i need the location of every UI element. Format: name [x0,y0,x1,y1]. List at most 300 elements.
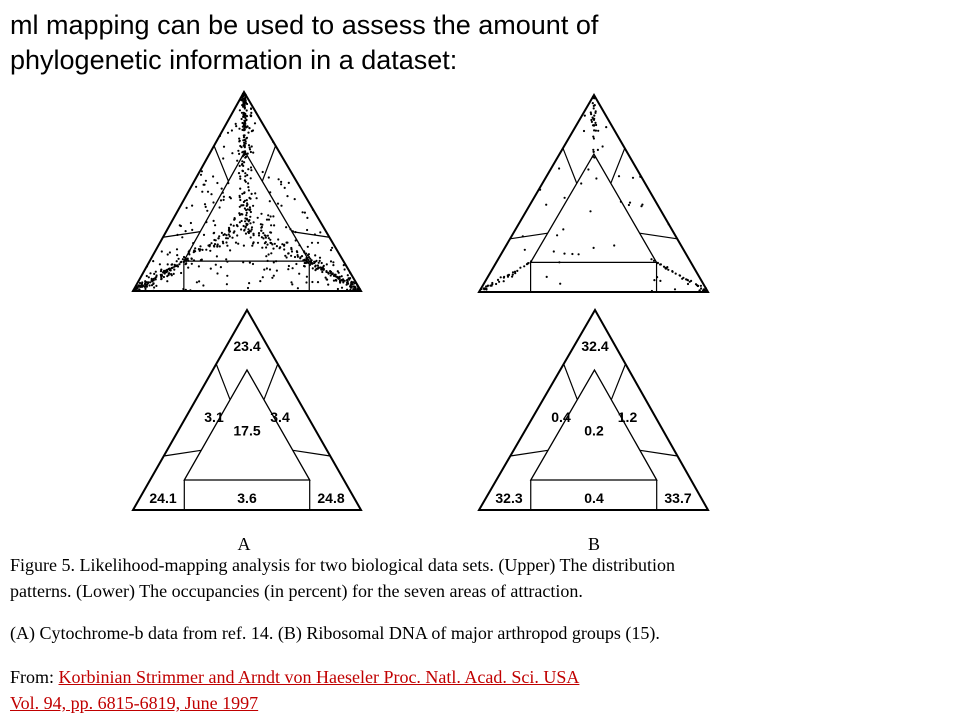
scatter-point [304,212,306,214]
scatter-point [326,263,328,265]
region-border [293,450,330,456]
scatter-point [215,264,217,266]
scatter-point [342,281,344,283]
scatter-point [237,243,239,245]
scatter-point [511,276,513,278]
scatter-point [327,272,329,274]
scatter-point [590,119,592,121]
scatter-point [252,152,254,154]
scatter-point [239,165,241,167]
scatter-point [244,104,246,106]
scatter-point [682,277,684,279]
scatter-point [651,290,653,292]
scatter-point [252,205,254,207]
region-border [640,233,678,239]
scatter-point [295,263,297,265]
scatter-point [578,253,580,255]
scatter-point [276,270,278,272]
source-link-volume[interactable]: Vol. 94, pp. 6815-6819, June 1997 [10,693,259,713]
scatter-point [238,153,240,155]
scatter-point [286,242,288,244]
scatter-point [242,165,244,167]
scatter-point [269,239,271,241]
scatter-point [161,250,163,252]
scatter-point [250,177,252,179]
scatter-point [235,125,237,127]
scatter-point [168,268,170,270]
scatter-point [595,110,597,112]
scatter-point [239,188,241,190]
scatter-point [274,243,276,245]
scatter-point [236,160,238,162]
scatter-point [212,175,214,177]
scatter-point [206,210,208,212]
scatter-point [226,283,228,285]
scatter-point [593,247,595,249]
scatter-point [484,288,486,290]
scatter-point [330,271,332,273]
scatter-point [257,217,259,219]
scatter-point [246,199,248,201]
scatter-point [226,245,228,247]
scatter-point [530,260,532,262]
scatter-point [239,214,241,216]
value-bottom-right: 24.8 [317,490,345,506]
scatter-point [491,283,493,285]
scatter-point [247,168,249,170]
scatter-point [155,285,157,287]
scatter-point [303,250,305,252]
scatter-point [564,197,566,199]
scatter-point [277,203,279,205]
scatter-point [273,261,275,263]
region-border [611,148,625,183]
scatter-point [243,120,245,122]
scatter-point [306,229,308,231]
scatter-point [241,95,243,97]
scatter-point [217,243,219,245]
scatter-point [227,182,229,184]
scatter-point [243,127,245,129]
scatter-point [169,251,171,253]
scatter-point [167,253,169,255]
scatter-point [205,221,207,223]
scatter-point [558,261,560,263]
scatter-point [244,200,246,202]
scatter-point [613,244,615,246]
scatter-point [213,245,215,247]
value-right-side: 1.2 [617,409,638,425]
scatter-point [162,271,164,273]
scatter-point [348,279,350,281]
scatter-point [191,229,193,231]
scatter-point [261,236,263,238]
scatter-point [332,261,334,263]
scatter-point [243,225,245,227]
scatter-point [295,239,297,241]
value-bottom-right: 33.7 [664,490,692,506]
scatter-point [245,119,247,121]
region-border [214,146,228,182]
scatter-point [138,289,140,291]
scatter-point [590,113,592,115]
scatter-point [595,130,597,132]
scatter-point [270,242,272,244]
scatter-point [593,97,595,99]
scatter-point [228,229,230,231]
scatter-point [700,287,702,289]
scatter-point [159,263,161,265]
source-citation [10,664,579,716]
source-link-authors[interactable]: Korbinian Strimmer and Arndt von Haeseler Proc. Natl. Acad. Sci. USA [58,667,580,687]
scatter-point [656,276,658,278]
scatter-point [325,277,327,279]
scatter-point [248,219,250,221]
scatter-point [584,115,586,117]
scatter-point [307,246,309,248]
scatter-point [243,136,245,138]
scatter-point [151,280,153,282]
scatter-point [165,269,167,271]
scatter-point [312,267,314,269]
scatter-point [653,279,655,281]
scatter-point [198,265,200,267]
scatter-point [330,274,332,276]
scatter-point [238,172,240,174]
scatter-point [341,275,343,277]
scatter-point [317,264,319,266]
scatter-point [244,146,246,148]
scatter-point [225,237,227,239]
scatter-point [151,278,153,280]
region-border [292,232,330,238]
scatter-point [192,242,194,244]
scatter-point [185,230,187,232]
scatter-point [280,183,282,185]
scatter-point [231,152,233,154]
value-top: 32.4 [581,338,609,355]
scatter-point [592,149,594,151]
scatter-point [183,261,185,263]
scatter-point [155,271,157,273]
scatter-point [243,191,245,193]
scatter-point [284,187,286,189]
scatter-point [280,181,282,183]
scatter-point [562,228,564,230]
scatter-point [222,157,224,159]
scatter-point [305,257,307,259]
scatter-point [519,267,521,269]
scatter-point [241,170,243,172]
scatter-point [252,263,254,265]
scatter-point [265,255,267,257]
scatter-point [203,234,205,236]
scatter-point [292,267,294,269]
scatter-point [251,226,253,228]
scatter-point [283,245,285,247]
region-border [262,146,275,182]
scatter-point [178,258,180,260]
scatter-point [176,234,178,236]
scatter-point [251,245,253,247]
scatter-point [203,184,205,186]
scatter-point [241,118,243,120]
scatter-point [239,175,241,177]
scatter-point [246,212,248,214]
scatter-point [558,167,560,169]
scatter-point [659,263,661,265]
scatter-point [314,269,316,271]
scatter-point [265,241,267,243]
scatter-point [235,242,237,244]
scatter-point [238,128,240,130]
scatter-point [185,289,187,291]
scatter-point [593,119,595,121]
scatter-point [193,259,195,261]
scatter-point [653,260,655,262]
scatter-point [254,122,256,124]
scatter-point [354,287,356,289]
scatter-point [288,182,290,184]
scatter-point [503,277,505,279]
scatter-point [205,180,207,182]
scatter-point [251,193,253,195]
scatter-point [267,235,269,237]
scatter-point [250,115,252,117]
scatter-point [318,262,320,264]
scatter-point [294,198,296,200]
scatter-point [258,234,260,236]
scatter-point [226,290,228,292]
scatter-point [243,229,245,231]
scatter-point [166,280,168,282]
scatter-point [514,271,516,273]
scatter-point [235,123,237,125]
scatter-point [241,104,243,106]
scatter-point [594,122,596,124]
scatter-point [703,288,705,290]
scatter-point [201,191,203,193]
scatter-point [205,206,207,208]
scatter-point [639,176,641,178]
scatter-point [258,232,260,234]
scatter-point [563,253,565,255]
scatter-point [248,232,250,234]
scatter-point [305,281,307,283]
scatter-point [148,276,150,278]
scatter-point [516,270,518,272]
scatter-point [306,276,308,278]
scatter-triangle-a [132,92,361,292]
value-bottom-center: 0.4 [584,490,604,506]
scatter-point [486,285,488,287]
scatter-point [210,193,212,195]
scatter-point [248,144,250,146]
scatter-point [252,233,254,235]
scatter-point [335,280,337,282]
value-left-side: 0.4 [551,409,571,425]
scatter-point [545,204,547,206]
scatter-point [243,153,245,155]
scatter-point [512,274,514,276]
scatter-point [352,288,354,290]
scatter-point [297,287,299,289]
scatter-point [249,262,251,264]
scatter-point [311,259,313,261]
scatter-point [271,277,273,279]
scatter-point [288,265,290,267]
scatter-point [268,176,270,178]
caption-line-1: Figure 5. Likelihood-mapping analysis for two biological data sets. (Upper) The distribution [10,555,676,575]
scatter-point [250,151,252,153]
scatter-point [240,204,242,206]
scatter-point [153,273,155,275]
caption-line-2: patterns. (Lower) The occupancies (in percent) for the seven areas of attraction. [10,581,583,601]
scatter-point [629,202,631,204]
scatter-point [338,272,340,274]
scatter-point [344,268,346,270]
scatter-point [317,281,319,283]
scatter-point [207,191,209,193]
scatter-point [354,282,356,284]
scatter-point [267,260,269,262]
scatter-point [153,282,155,284]
scatter-point [270,252,272,254]
scatter-point [290,247,292,249]
scatter-point [595,177,597,179]
scatter-point [346,284,348,286]
scatter-point [326,279,328,281]
scatter-point [524,249,526,251]
scatter-point [238,138,240,140]
scatter-point [546,276,548,278]
scatter-point [219,245,221,247]
scatter-point [210,268,212,270]
scatter-point [182,258,184,260]
scatter-point [213,232,215,234]
scatter-point [146,275,148,277]
scatter-point [268,253,270,255]
scatter-point [641,204,643,206]
scatter-point [257,242,259,244]
scatter-point [245,214,247,216]
scatter-point [223,199,225,201]
scatter-point [243,94,245,96]
scatter-point [144,282,146,284]
scatter-point [479,291,481,293]
scatter-point [234,217,236,219]
scatter-point [188,250,190,252]
region-border [264,364,278,400]
scatter-point [244,134,246,136]
scatter-point [152,290,154,292]
scatter-point [332,264,334,266]
scatter-point [270,215,272,217]
scatter-point [266,219,268,221]
scatter-point [246,109,248,111]
scatter-point [188,253,190,255]
scatter-point [269,200,271,202]
scatter-point [220,199,222,201]
scatter-point [589,210,591,212]
scatter-point [266,267,268,269]
scatter-point [314,254,316,256]
scatter-point [231,237,233,239]
scatter-point [591,121,593,123]
scatter-point [244,220,246,222]
scatter-point [280,205,282,207]
scatter-point [495,283,497,285]
scatter-point [290,281,292,283]
scatter-point [216,272,218,274]
scatter-point [321,271,323,273]
value-center: 0.2 [584,422,604,439]
scatter-point [196,281,198,283]
scatter-point [325,270,327,272]
scatter-point [180,261,182,263]
scatter-point [230,197,232,199]
scatter-point [246,224,248,226]
scatter-point [245,233,247,235]
scatter-point [226,261,228,263]
scatter-point [247,287,249,289]
scatter-point [218,235,220,237]
scatter-point [173,273,175,275]
scatter-point [251,145,253,147]
scatter-point [294,231,296,233]
scatter-point [135,285,137,287]
figure-caption [10,552,675,604]
scatter-point [250,236,252,238]
scatter-point [269,231,271,233]
scatter-point [595,124,597,126]
scatter-point [248,282,250,284]
scatter-point [337,288,339,290]
scatter-point [250,169,252,171]
scatter-point [305,262,307,264]
scatter-point [592,124,594,126]
scatter-point [212,201,214,203]
scatter-point [244,139,246,141]
scatter-point [553,250,555,252]
scatter-point [705,287,707,289]
scatter-point [199,245,201,247]
scatter-point [593,137,595,139]
scatter-point [239,199,241,201]
scatter-point [247,132,249,134]
scatter-point [187,258,189,260]
scatter-point [200,174,202,176]
scatter-point [526,263,528,265]
scatter-point [602,145,604,147]
scatter-point [265,246,267,248]
scatter-point [243,245,245,247]
scatter-point [167,263,169,265]
scatter-point [679,275,681,277]
scatter-point [272,215,274,217]
scatter-point [139,282,141,284]
value-bottom-center: 3.6 [237,490,257,506]
scatter-point [498,281,500,283]
scatter-point [272,141,274,143]
scatter-point [222,242,224,244]
scatter-point [592,117,594,119]
scatter-point [247,153,249,155]
scatter-point [176,248,178,250]
scatter-point [292,230,294,232]
scatter-point [263,269,265,271]
scatter-point [253,241,255,243]
